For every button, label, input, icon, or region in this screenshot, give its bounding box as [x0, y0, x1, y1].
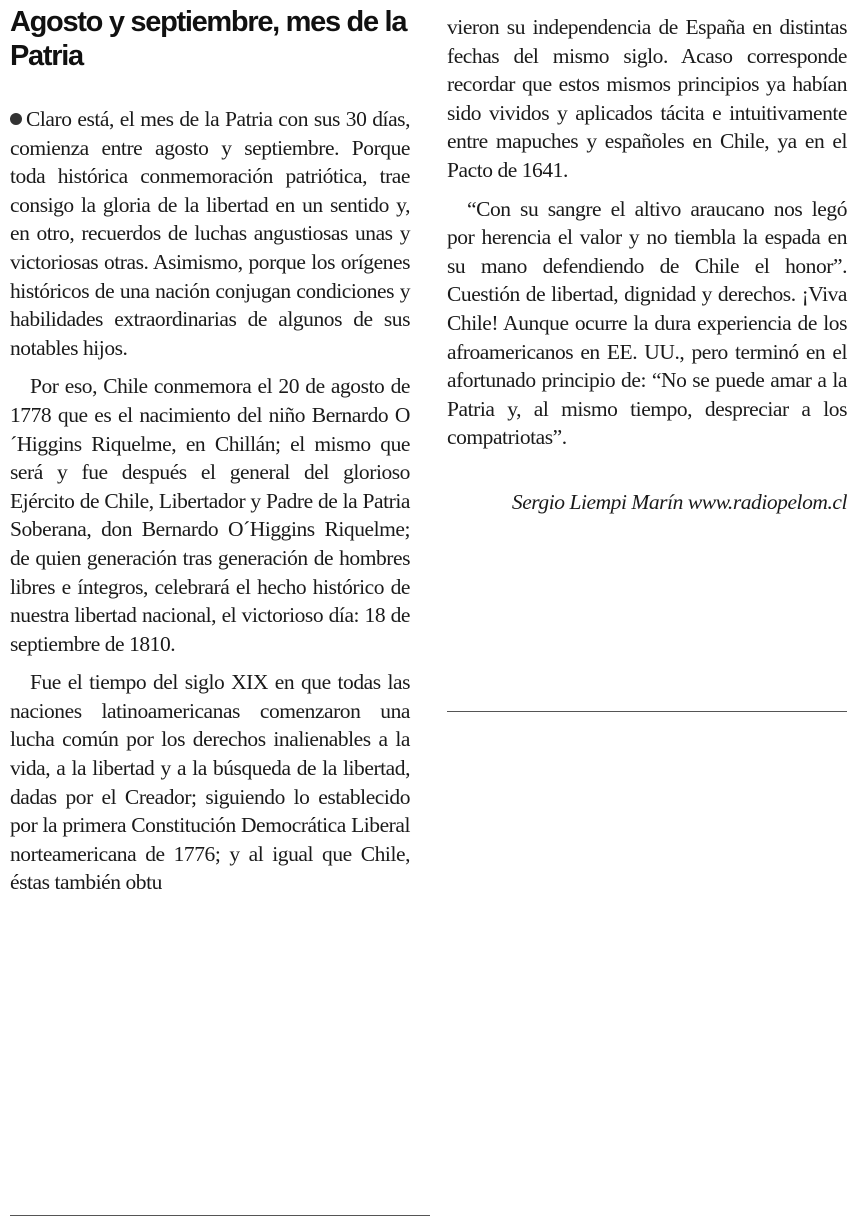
paragraph-araucano: “Con su sangre el altivo araucano nos legó por herencia el valor y no tiembla la espada en su mano defendiendo de Chile el honor”. Cuestión de libertad, dignidad y derechos. ¡Viva Chile! Aunque ocurre la dura experiencia de los afroamericanos en EE. UU., pero terminó en el afortunado principio de: “No se puede amar a la Patria y, al mismo tiempo, despreciar a los compatriotas”. — [447, 196, 847, 450]
author-signature: Sergio Liempi Marín www.radiopelom.cl — [511, 489, 847, 514]
column-divider-right — [447, 711, 847, 712]
paragraph-independencia: vieron su independencia de España en distintas fechas del mismo siglo. Acaso corresponde recordar que estos mismos principios ya habían sido vividos y aplicados tácita e intuitivamente entre mapuches y españoles en Chile, ya en el Pacto de 1641. — [447, 15, 847, 182]
column-divider-bottom — [10, 1215, 430, 1216]
article-body-left — [10, 105, 410, 897]
article-headline: Agosto y septiembre, mes de la Patria — [10, 6, 407, 72]
paragraph-ohiggins: Por eso, Chile conmemora el 20 de agosto de 1778 que es el nacimiento del niño Bernardo O´Higgins Riquelme, en Chillán; el mismo que será y fue después el general del glorioso Ejército de Chile, Libertador y Padre de la Patria Soberana, don Bernardo O´Higgins Riquelme; de quien generación tras generación de hombres libres e íntegros, celebrará el hecho histórico de nuestra libertad nacional, el victorioso día: 18 de septiembre de 1810. — [10, 374, 410, 656]
article-column-left — [10, 0, 410, 897]
paragraph-intro — [10, 105, 410, 362]
article-body-right — [447, 13, 847, 452]
article-column-right — [447, 0, 847, 517]
bullet-icon — [10, 113, 22, 125]
paragraph-intro-text: Claro está, el mes de la Patria con sus 30 días, comienza entre agosto y septiembre. Porque toda histórica conmemoración patriótica, trae consigo la gloria de la libertad en un sentido y, en otro, recuerdos de luchas angustiosas unas y victoriosas otras. Asimismo, porque los orígenes históricos de una nación conjugan condiciones y habilidades extraordinarias de algunos de sus notables hijos. — [10, 107, 410, 360]
paragraph-siglo-xix: Fue el tiempo del siglo XIX en que todas las naciones latinoamericanas comenzaron una lucha común por los derechos inalienables a la vida, a la libertad y a la búsqueda de la libertad, dadas por el Creador; siguiendo lo establecido por la primera Constitución Democrática Liberal norteamericana de 1776; y al igual que Chile, éstas también obtu — [10, 670, 410, 895]
